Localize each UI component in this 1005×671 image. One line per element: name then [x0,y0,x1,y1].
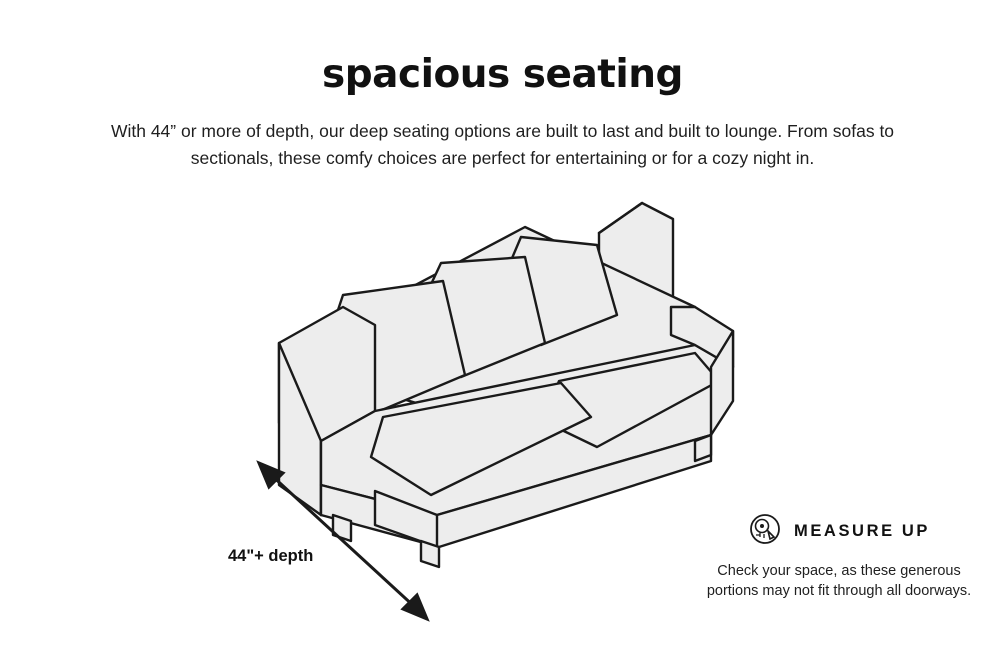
measure-up-callout [705,512,973,601]
measure-up-heading-row [705,512,973,551]
leg-front-right [421,541,439,567]
page-subtitle: With 44” or more of depth, our deep seating options are built to last and built to lounge. From sofas to sectionals, these comfy choices are perfect for entertaining or for a cozy night in. [110,121,895,168]
depth-dimension-label: 44"+ depth [228,547,314,565]
leg-front-left [333,515,351,541]
page-title: spacious seating [322,52,683,97]
measure-up-body: Check your space, as these generous portions may not fit through all doorways. [706,563,972,599]
sofa-illustration [225,185,785,635]
tape-measure-icon [748,512,782,551]
sofa-line-art-svg [225,185,785,635]
leg-back-right [695,435,711,461]
measure-up-title: MEASURE UP [793,522,930,540]
